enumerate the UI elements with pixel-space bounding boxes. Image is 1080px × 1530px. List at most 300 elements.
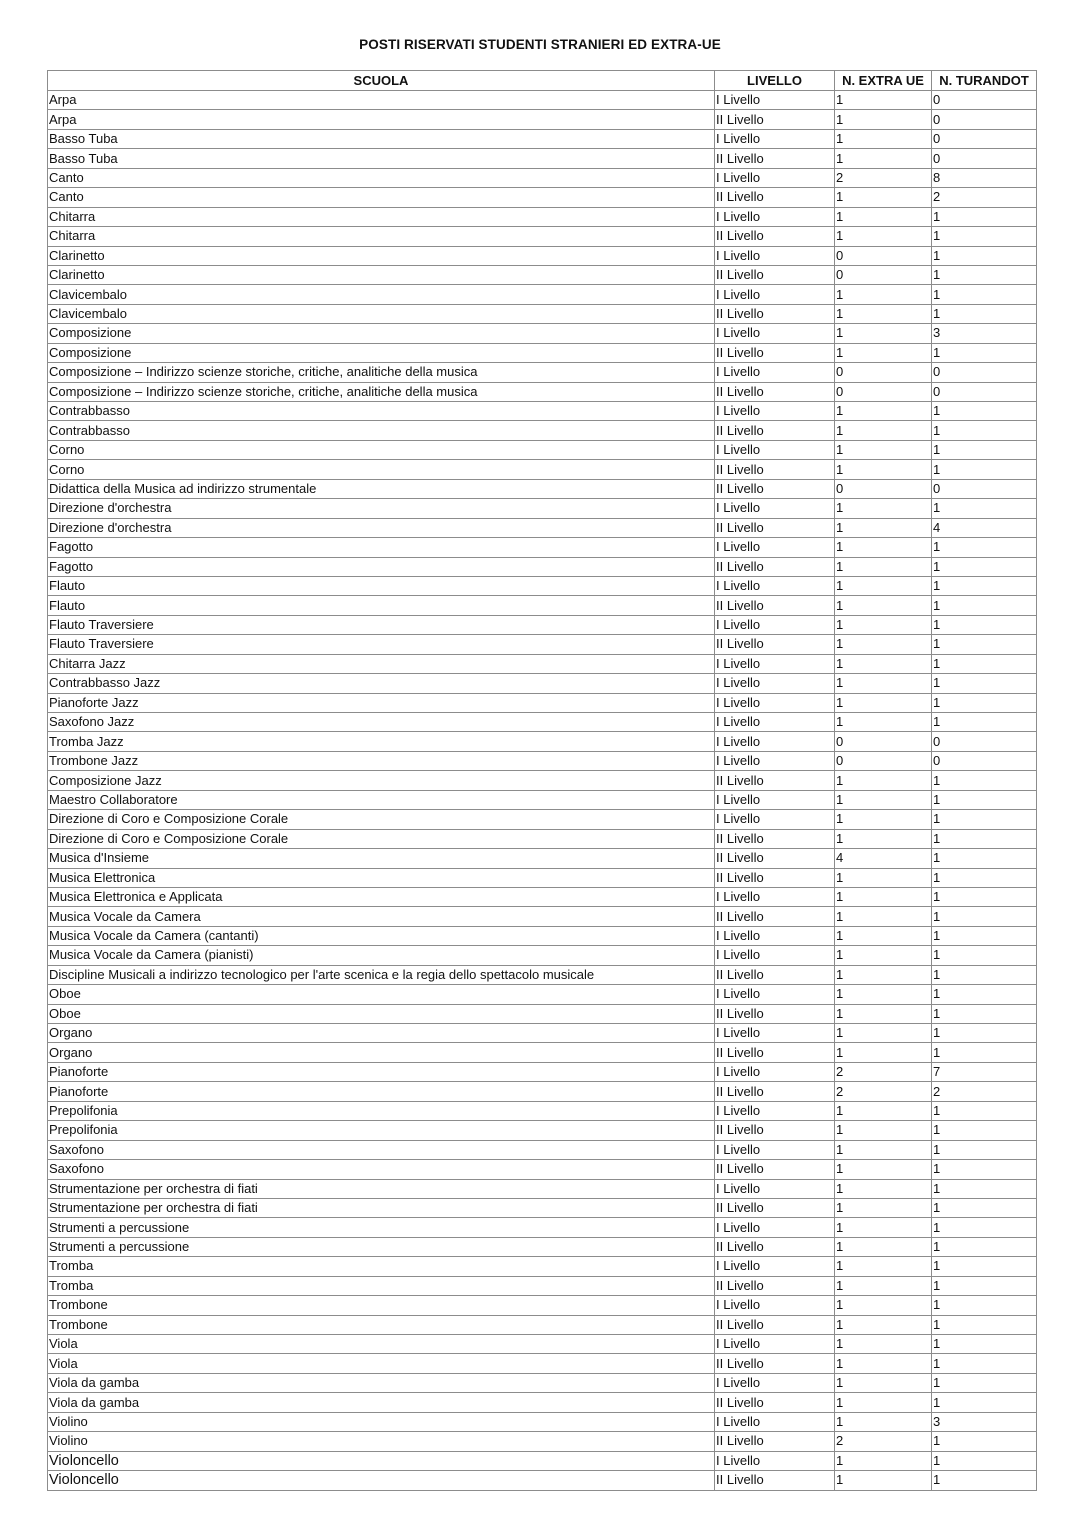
extra-ue-cell: 1 [835, 324, 932, 343]
extra-ue-cell: 1 [835, 402, 932, 421]
turandot-cell: 1 [932, 946, 1037, 965]
turandot-cell: 1 [932, 1043, 1037, 1062]
table-row [48, 1082, 1037, 1101]
turandot-cell: 1 [932, 1354, 1037, 1373]
turandot-cell: 1 [932, 965, 1037, 984]
scuola-cell: Musica Vocale da Camera (cantanti) [48, 926, 715, 945]
extra-ue-cell: 1 [835, 1198, 932, 1217]
livello-cell: I Livello [715, 810, 835, 829]
table-row [48, 265, 1037, 284]
livello-cell: II Livello [715, 1471, 835, 1490]
table-row [48, 538, 1037, 557]
table-row [48, 1160, 1037, 1179]
extra-ue-cell: 1 [835, 810, 932, 829]
scuola-cell: Flauto [48, 596, 715, 615]
scuola-cell: Saxofono [48, 1140, 715, 1159]
table-row [48, 129, 1037, 148]
turandot-cell: 1 [932, 246, 1037, 265]
turandot-cell: 1 [932, 1257, 1037, 1276]
livello-cell: I Livello [715, 1373, 835, 1392]
scuola-cell: Pianoforte [48, 1062, 715, 1081]
extra-ue-cell: 1 [835, 1335, 932, 1354]
table-row [48, 1024, 1037, 1043]
table-row [48, 1140, 1037, 1159]
livello-cell: I Livello [715, 1296, 835, 1315]
scuola-cell: Musica Vocale da Camera (pianisti) [48, 946, 715, 965]
turandot-cell: 2 [932, 1082, 1037, 1101]
livello-cell: I Livello [715, 1257, 835, 1276]
livello-cell: II Livello [715, 421, 835, 440]
scuola-cell: Fagotto [48, 538, 715, 557]
livello-cell: II Livello [715, 829, 835, 848]
extra-ue-cell: 1 [835, 557, 932, 576]
extra-ue-cell: 1 [835, 1004, 932, 1023]
livello-cell: II Livello [715, 1043, 835, 1062]
turandot-cell: 1 [932, 849, 1037, 868]
table-row [48, 207, 1037, 226]
turandot-cell: 1 [932, 907, 1037, 926]
extra-ue-cell: 1 [835, 771, 932, 790]
table-row [48, 1198, 1037, 1217]
page-title: POSTI RISERVATI STUDENTI STRANIERI ED EXTRA-UE [359, 37, 721, 52]
extra-ue-cell: 1 [835, 946, 932, 965]
extra-ue-cell: 1 [835, 576, 932, 595]
turandot-cell: 1 [932, 635, 1037, 654]
table-body [48, 91, 1037, 1491]
turandot-cell: 1 [932, 1335, 1037, 1354]
livello-cell: II Livello [715, 1393, 835, 1412]
table-row [48, 324, 1037, 343]
livello-cell: II Livello [715, 1237, 835, 1256]
livello-cell: I Livello [715, 1412, 835, 1431]
scuola-cell: Clavicembalo [48, 304, 715, 323]
table-row [48, 751, 1037, 770]
scuola-cell: Strumenti a percussione [48, 1237, 715, 1256]
extra-ue-cell: 1 [835, 538, 932, 557]
table-row [48, 421, 1037, 440]
table-row [48, 1004, 1037, 1023]
turandot-cell: 1 [932, 829, 1037, 848]
livello-cell: I Livello [715, 946, 835, 965]
livello-cell: I Livello [715, 402, 835, 421]
livello-cell: II Livello [715, 518, 835, 537]
scuola-cell: Flauto Traversiere [48, 615, 715, 634]
livello-cell: I Livello [715, 285, 835, 304]
turandot-cell: 1 [932, 1276, 1037, 1295]
table-row [48, 907, 1037, 926]
turandot-cell: 1 [932, 713, 1037, 732]
livello-cell: II Livello [715, 557, 835, 576]
scuola-cell: Composizione [48, 324, 715, 343]
scuola-cell: Clarinetto [48, 265, 715, 284]
table-row [48, 965, 1037, 984]
table-header-row [48, 71, 1037, 91]
extra-ue-cell: 1 [835, 1451, 932, 1470]
turandot-cell: 7 [932, 1062, 1037, 1081]
turandot-cell: 1 [932, 402, 1037, 421]
extra-ue-cell: 0 [835, 363, 932, 382]
livello-cell: I Livello [715, 790, 835, 809]
turandot-cell: 1 [932, 985, 1037, 1004]
table-row [48, 1101, 1037, 1120]
turandot-cell: 1 [932, 1024, 1037, 1043]
extra-ue-cell: 0 [835, 265, 932, 284]
turandot-cell: 0 [932, 479, 1037, 498]
scuola-cell: Tromba Jazz [48, 732, 715, 751]
scuola-cell: Musica Elettronica [48, 868, 715, 887]
livello-cell: II Livello [715, 907, 835, 926]
extra-ue-cell: 1 [835, 693, 932, 712]
extra-ue-cell: 0 [835, 382, 932, 401]
turandot-cell: 1 [932, 1218, 1037, 1237]
livello-cell: I Livello [715, 1101, 835, 1120]
scuola-cell: Composizione – Indirizzo scienze storiche, critiche, analitiche della musica [48, 382, 715, 401]
table-row [48, 1043, 1037, 1062]
scuola-cell: Contrabbasso [48, 421, 715, 440]
scuola-cell: Viola [48, 1335, 715, 1354]
livello-cell: II Livello [715, 771, 835, 790]
extra-ue-cell: 1 [835, 1296, 932, 1315]
scuola-cell: Oboe [48, 1004, 715, 1023]
scuola-cell: Oboe [48, 985, 715, 1004]
extra-ue-cell: 1 [835, 1315, 932, 1334]
table-row [48, 440, 1037, 459]
extra-ue-cell: 1 [835, 343, 932, 362]
extra-ue-cell: 1 [835, 1024, 932, 1043]
scuola-cell: Musica d'Insieme [48, 849, 715, 868]
extra-ue-cell: 1 [835, 829, 932, 848]
table-row [48, 382, 1037, 401]
turandot-cell: 2 [932, 188, 1037, 207]
table-row [48, 1373, 1037, 1392]
extra-ue-cell: 4 [835, 849, 932, 868]
turandot-cell: 1 [932, 1471, 1037, 1490]
table-row [48, 227, 1037, 246]
scuola-cell: Discipline Musicali a indirizzo tecnologico per l'arte scenica e la regia dello spettacolo musicale [48, 965, 715, 984]
turandot-cell: 0 [932, 110, 1037, 129]
scuola-cell: Violoncello [48, 1471, 715, 1490]
table-row [48, 1451, 1037, 1470]
extra-ue-cell: 1 [835, 227, 932, 246]
livello-cell: II Livello [715, 1198, 835, 1217]
extra-ue-cell: 1 [835, 304, 932, 323]
extra-ue-cell: 1 [835, 790, 932, 809]
scuola-cell: Chitarra [48, 207, 715, 226]
table-row [48, 771, 1037, 790]
scuola-cell: Organo [48, 1043, 715, 1062]
turandot-cell: 0 [932, 363, 1037, 382]
header-livello: LIVELLO [715, 71, 835, 91]
turandot-cell: 1 [932, 1393, 1037, 1412]
extra-ue-cell: 1 [835, 1412, 932, 1431]
turandot-cell: 1 [932, 615, 1037, 634]
extra-ue-cell: 0 [835, 751, 932, 770]
livello-cell: I Livello [715, 1140, 835, 1159]
scuola-cell: Direzione di Coro e Composizione Corale [48, 829, 715, 848]
livello-cell: II Livello [715, 849, 835, 868]
livello-cell: I Livello [715, 1179, 835, 1198]
scuola-cell: Basso Tuba [48, 129, 715, 148]
livello-cell: II Livello [715, 110, 835, 129]
scuola-cell: Organo [48, 1024, 715, 1043]
extra-ue-cell: 1 [835, 421, 932, 440]
table-row [48, 732, 1037, 751]
header-scuola: SCUOLA [48, 71, 715, 91]
scuola-cell: Musica Elettronica e Applicata [48, 887, 715, 906]
scuola-cell: Strumenti a percussione [48, 1218, 715, 1237]
table-row [48, 168, 1037, 187]
livello-cell: II Livello [715, 265, 835, 284]
livello-cell: I Livello [715, 129, 835, 148]
extra-ue-cell: 1 [835, 1160, 932, 1179]
header-extra-ue: N. EXTRA UE [835, 71, 932, 91]
extra-ue-cell: 1 [835, 1179, 932, 1198]
livello-cell: I Livello [715, 751, 835, 770]
scuola-cell: Fagotto [48, 557, 715, 576]
livello-cell: II Livello [715, 343, 835, 362]
livello-cell: I Livello [715, 168, 835, 187]
turandot-cell: 8 [932, 168, 1037, 187]
scuola-cell: Clavicembalo [48, 285, 715, 304]
extra-ue-cell: 1 [835, 926, 932, 945]
turandot-cell: 1 [932, 460, 1037, 479]
turandot-cell: 1 [932, 1101, 1037, 1120]
livello-cell: I Livello [715, 1024, 835, 1043]
turandot-cell: 1 [932, 1451, 1037, 1470]
livello-cell: II Livello [715, 635, 835, 654]
extra-ue-cell: 0 [835, 479, 932, 498]
table-row [48, 557, 1037, 576]
turandot-cell: 1 [932, 557, 1037, 576]
livello-cell: I Livello [715, 887, 835, 906]
scuola-cell: Chitarra [48, 227, 715, 246]
turandot-cell: 1 [932, 1296, 1037, 1315]
extra-ue-cell: 1 [835, 91, 932, 110]
livello-cell: II Livello [715, 1315, 835, 1334]
table-row [48, 1335, 1037, 1354]
extra-ue-cell: 1 [835, 887, 932, 906]
scuola-cell: Contrabbasso [48, 402, 715, 421]
extra-ue-cell: 1 [835, 129, 932, 148]
extra-ue-cell: 1 [835, 674, 932, 693]
extra-ue-cell: 1 [835, 207, 932, 226]
livello-cell: I Livello [715, 538, 835, 557]
extra-ue-cell: 1 [835, 285, 932, 304]
turandot-cell: 1 [932, 207, 1037, 226]
livello-cell: I Livello [715, 1218, 835, 1237]
table-row [48, 810, 1037, 829]
extra-ue-cell: 1 [835, 110, 932, 129]
scuola-cell: Composizione [48, 343, 715, 362]
scuola-cell: Arpa [48, 91, 715, 110]
turandot-cell: 1 [932, 421, 1037, 440]
scuola-cell: Contrabbasso Jazz [48, 674, 715, 693]
table-row [48, 615, 1037, 634]
table-row [48, 149, 1037, 168]
scuola-cell: Corno [48, 460, 715, 479]
turandot-cell: 1 [932, 1179, 1037, 1198]
livello-cell: I Livello [715, 207, 835, 226]
turandot-cell: 1 [932, 440, 1037, 459]
table-row [48, 499, 1037, 518]
extra-ue-cell: 1 [835, 654, 932, 673]
table-row [48, 285, 1037, 304]
table-row [48, 1471, 1037, 1490]
scuola-cell: Direzione d'orchestra [48, 518, 715, 537]
table-row [48, 91, 1037, 110]
scuola-cell: Strumentazione per orchestra di fiati [48, 1179, 715, 1198]
scuola-cell: Viola da gamba [48, 1373, 715, 1392]
turandot-cell: 1 [932, 1121, 1037, 1140]
table-row [48, 246, 1037, 265]
scuola-cell: Tromba [48, 1276, 715, 1295]
livello-cell: II Livello [715, 460, 835, 479]
extra-ue-cell: 0 [835, 732, 932, 751]
table-row [48, 1237, 1037, 1256]
header-turandot: N. TURANDOT [932, 71, 1037, 91]
scuola-cell: Corno [48, 440, 715, 459]
scuola-cell: Viola [48, 1354, 715, 1373]
turandot-cell: 1 [932, 1160, 1037, 1179]
turandot-cell: 1 [932, 304, 1037, 323]
extra-ue-cell: 1 [835, 188, 932, 207]
table-row [48, 887, 1037, 906]
scuola-cell: Prepolifonia [48, 1121, 715, 1140]
livello-cell: II Livello [715, 965, 835, 984]
scuola-cell: Didattica della Musica ad indirizzo strumentale [48, 479, 715, 498]
livello-cell: I Livello [715, 91, 835, 110]
table-row [48, 946, 1037, 965]
turandot-cell: 1 [932, 674, 1037, 693]
scuola-cell: Direzione d'orchestra [48, 499, 715, 518]
scuola-cell: Tromba [48, 1257, 715, 1276]
table-row [48, 1062, 1037, 1081]
livello-cell: II Livello [715, 149, 835, 168]
turandot-cell: 1 [932, 596, 1037, 615]
scuola-cell: Prepolifonia [48, 1101, 715, 1120]
turandot-cell: 1 [932, 693, 1037, 712]
extra-ue-cell: 1 [835, 518, 932, 537]
livello-cell: II Livello [715, 868, 835, 887]
livello-cell: II Livello [715, 1354, 835, 1373]
livello-cell: I Livello [715, 674, 835, 693]
livello-cell: II Livello [715, 304, 835, 323]
table-row [48, 596, 1037, 615]
turandot-cell: 1 [932, 285, 1037, 304]
table-row [48, 693, 1037, 712]
table-row [48, 1412, 1037, 1431]
scuola-cell: Chitarra Jazz [48, 654, 715, 673]
scuola-cell: Composizione Jazz [48, 771, 715, 790]
table-row [48, 1393, 1037, 1412]
livello-cell: I Livello [715, 576, 835, 595]
turandot-cell: 1 [932, 576, 1037, 595]
turandot-cell: 0 [932, 129, 1037, 148]
scuola-cell: Pianoforte [48, 1082, 715, 1101]
livello-cell: I Livello [715, 324, 835, 343]
extra-ue-cell: 1 [835, 907, 932, 926]
reserved-seats-table [47, 70, 1037, 1491]
table-row [48, 829, 1037, 848]
turandot-cell: 1 [932, 868, 1037, 887]
extra-ue-cell: 1 [835, 965, 932, 984]
turandot-cell: 1 [932, 1373, 1037, 1392]
scuola-cell: Trombone Jazz [48, 751, 715, 770]
table-row [48, 343, 1037, 362]
livello-cell: II Livello [715, 1121, 835, 1140]
table-row [48, 1432, 1037, 1451]
turandot-cell: 3 [932, 1412, 1037, 1431]
turandot-cell: 1 [932, 499, 1037, 518]
scuola-cell: Flauto [48, 576, 715, 595]
table-row [48, 479, 1037, 498]
turandot-cell: 1 [932, 1432, 1037, 1451]
livello-cell: I Livello [715, 363, 835, 382]
extra-ue-cell: 1 [835, 868, 932, 887]
turandot-cell: 4 [932, 518, 1037, 537]
extra-ue-cell: 1 [835, 1140, 932, 1159]
table-row [48, 518, 1037, 537]
scuola-cell: Direzione di Coro e Composizione Corale [48, 810, 715, 829]
livello-cell: II Livello [715, 1160, 835, 1179]
extra-ue-cell: 1 [835, 1257, 932, 1276]
table-row [48, 985, 1037, 1004]
scuola-cell: Basso Tuba [48, 149, 715, 168]
extra-ue-cell: 1 [835, 1237, 932, 1256]
extra-ue-cell: 1 [835, 1121, 932, 1140]
table-row [48, 1315, 1037, 1334]
table-row [48, 363, 1037, 382]
livello-cell: II Livello [715, 1004, 835, 1023]
turandot-cell: 0 [932, 91, 1037, 110]
livello-cell: I Livello [715, 499, 835, 518]
extra-ue-cell: 1 [835, 440, 932, 459]
scuola-cell: Viola da gamba [48, 1393, 715, 1412]
extra-ue-cell: 1 [835, 1373, 932, 1392]
scuola-cell: Maestro Collaboratore [48, 790, 715, 809]
extra-ue-cell: 1 [835, 1354, 932, 1373]
livello-cell: II Livello [715, 1276, 835, 1295]
turandot-cell: 1 [932, 790, 1037, 809]
livello-cell: II Livello [715, 382, 835, 401]
extra-ue-cell: 1 [835, 1101, 932, 1120]
turandot-cell: 1 [932, 926, 1037, 945]
table-row [48, 713, 1037, 732]
scuola-cell: Clarinetto [48, 246, 715, 265]
extra-ue-cell: 1 [835, 1471, 932, 1490]
turandot-cell: 1 [932, 654, 1037, 673]
extra-ue-cell: 1 [835, 1393, 932, 1412]
extra-ue-cell: 1 [835, 615, 932, 634]
scuola-cell: Canto [48, 168, 715, 187]
extra-ue-cell: 2 [835, 1432, 932, 1451]
livello-cell: II Livello [715, 227, 835, 246]
table-row [48, 790, 1037, 809]
table-row [48, 654, 1037, 673]
livello-cell: II Livello [715, 1432, 835, 1451]
table-row [48, 304, 1037, 323]
turandot-cell: 1 [932, 1004, 1037, 1023]
scuola-cell: Flauto Traversiere [48, 635, 715, 654]
livello-cell: II Livello [715, 479, 835, 498]
turandot-cell: 1 [932, 538, 1037, 557]
extra-ue-cell: 0 [835, 246, 932, 265]
table-row [48, 1257, 1037, 1276]
extra-ue-cell: 1 [835, 713, 932, 732]
scuola-cell: Saxofono [48, 1160, 715, 1179]
table-row [48, 674, 1037, 693]
table-row [48, 1296, 1037, 1315]
